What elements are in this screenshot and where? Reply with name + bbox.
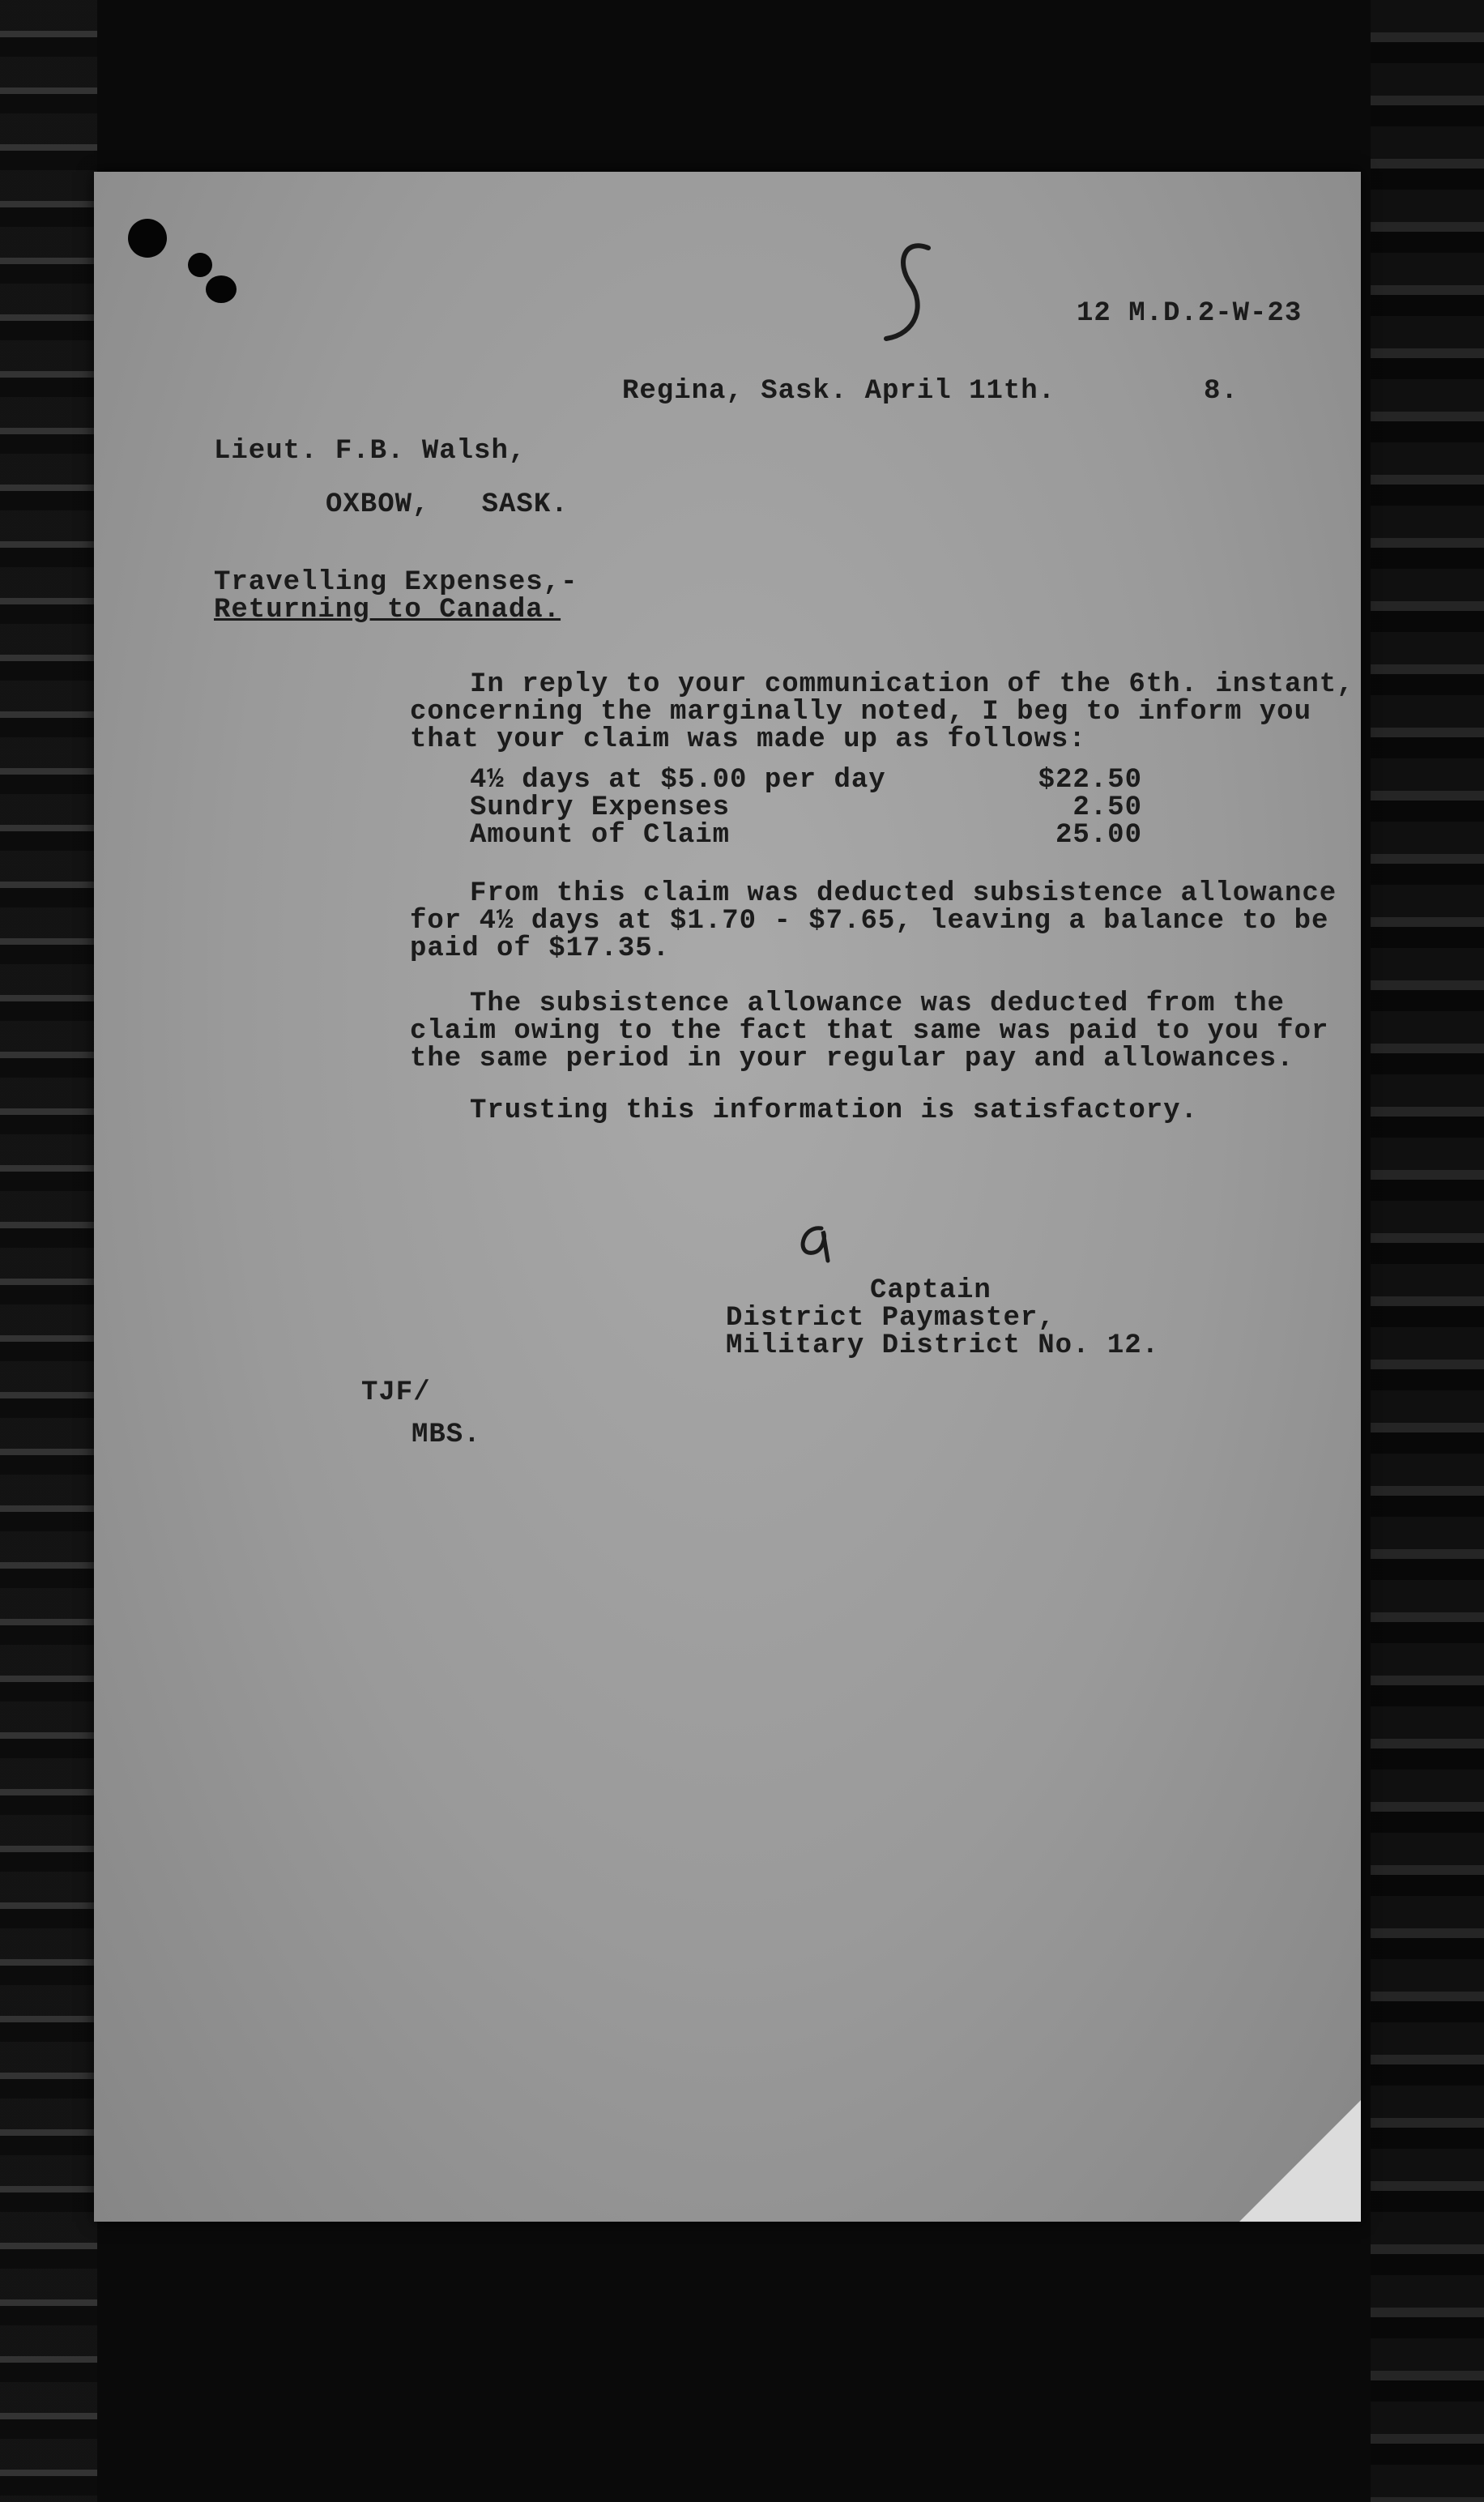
typist-initials: TJF/	[361, 1377, 431, 1408]
deduction-line: paid of $17.35.	[410, 933, 671, 964]
claim-label: Sundry Expenses	[470, 792, 731, 823]
signature-title: Military District No. 12.	[726, 1330, 1160, 1361]
reason-line: The subsistence allowance was deducted from the	[470, 988, 1285, 1019]
claim-amount: $22.50	[1038, 765, 1142, 796]
claim-table	[470, 765, 1142, 851]
claim-row	[470, 820, 1142, 851]
punch-hole	[188, 253, 212, 277]
closing-line: Trusting this information is satisfactory.	[470, 1095, 1198, 1126]
film-edge-left	[0, 0, 97, 2502]
claim-label: 4½ days at $5.00 per day	[470, 765, 886, 796]
page-number: 8.	[1204, 376, 1239, 407]
addressee-name: Lieut. F.B. Walsh,	[214, 436, 527, 467]
intro-line: In reply to your communication of the 6th. instant,	[470, 669, 1354, 700]
reason-line: the same period in your regular pay and allowances.	[410, 1044, 1294, 1074]
reason-line: claim owing to the fact that same was paid to you for	[410, 1016, 1329, 1047]
deduction-line: From this claim was deducted subsistence allowance	[470, 878, 1337, 909]
claim-label: Amount of Claim	[470, 820, 731, 851]
letter-page	[94, 172, 1361, 2222]
punch-hole	[128, 219, 167, 258]
intro-line: that your claim was made up as follows:	[410, 724, 1086, 755]
signature-initial	[791, 1217, 847, 1274]
typist-initials: MBS.	[412, 1420, 481, 1450]
intro-line: concerning the marginally noted, I beg to inform you	[410, 697, 1311, 728]
addressee-location: OXBOW, SASK.	[326, 489, 569, 520]
handwritten-mark	[872, 238, 945, 344]
dateline: Regina, Sask. April 11th.	[622, 376, 1056, 407]
claim-row	[470, 765, 1142, 796]
subject-line-1: Travelling Expenses,-	[214, 567, 578, 598]
punch-hole	[206, 275, 237, 303]
subject-line-2: Returning to Canada.	[214, 595, 561, 626]
file-reference: 12 M.D.2-W-23	[1077, 298, 1303, 329]
signature-rank: Captain	[870, 1275, 991, 1306]
claim-amount: 2.50	[1072, 792, 1142, 823]
signature-title: District Paymaster,	[726, 1303, 1055, 1334]
deduction-line: for 4½ days at $1.70 - $7.65, leaving a balance to be	[410, 906, 1329, 937]
film-edge-right	[1371, 0, 1484, 2502]
claim-amount: 25.00	[1055, 820, 1142, 851]
folded-corner	[1239, 2100, 1361, 2222]
claim-row	[470, 792, 1142, 823]
